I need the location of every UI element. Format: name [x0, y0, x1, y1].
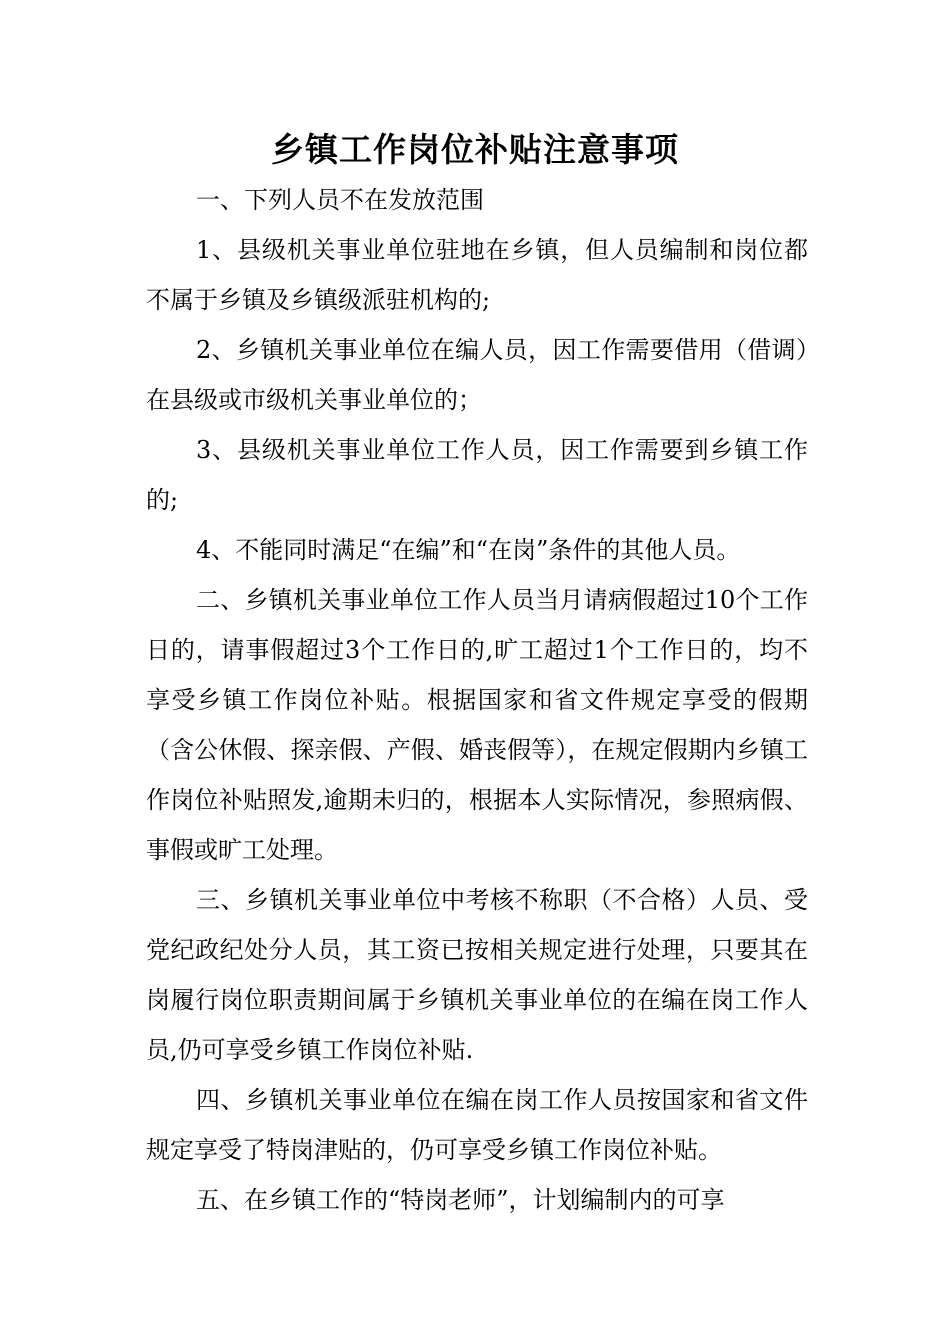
paragraph-section-2: 二、乡镇机关事业单位工作人员当月请病假超过10个工作日的，请事假超过3个工作日的,旷工超过1个工作日的，均不享受乡镇工作岗位补贴。根据国家和省文件规定享受的假期（含公休假、探亲假、产假、婚丧假等），在规定假期内乡镇工作岗位补贴照发,逾期未归的，根据本人实际情况，参照病假、事假或旷工处理。 — [146, 586, 808, 864]
paragraph-section-4: 四、乡镇机关事业单位在编在岗工作人员按国家和省文件规定享受了特岗津贴的，仍可享受乡镇工作岗位补贴。 — [146, 1086, 808, 1164]
paragraph-item-1: 1、县级机关事业单位驻地在乡镇，但人员编制和岗位都不属于乡镇及乡镇级派驻机构的; — [146, 236, 808, 314]
document-title: 乡镇工作岗位补贴注意事项 — [271, 130, 679, 169]
paragraph-item-3: 3、县级机关事业单位工作人员，因工作需要到乡镇工作的; — [146, 436, 808, 514]
paragraph-section-5: 五、在乡镇工作的“特岗老师”，计划编制内的可享 — [196, 1186, 725, 1214]
document-body — [146, 175, 808, 1225]
paragraph-section-3: 三、乡镇机关事业单位中考核不称职（不合格）人员、受党纪政纪处分人员，其工资已按相关规定进行处理，只要其在岗履行岗位职责期间属于乡镇机关事业单位的在编在岗工作人员,仍可享受乡镇工作岗位补贴. — [146, 886, 808, 1064]
paragraph-section-1-heading: 一、下列人员不在发放范围 — [196, 186, 484, 214]
paragraph-item-4: 4、不能同时满足“在编”和“在岗”条件的其他人员。 — [196, 536, 741, 564]
paragraph-item-2: 2、乡镇机关事业单位在编人员，因工作需要借用（借调）在县级或市级机关事业单位的； — [146, 336, 808, 414]
